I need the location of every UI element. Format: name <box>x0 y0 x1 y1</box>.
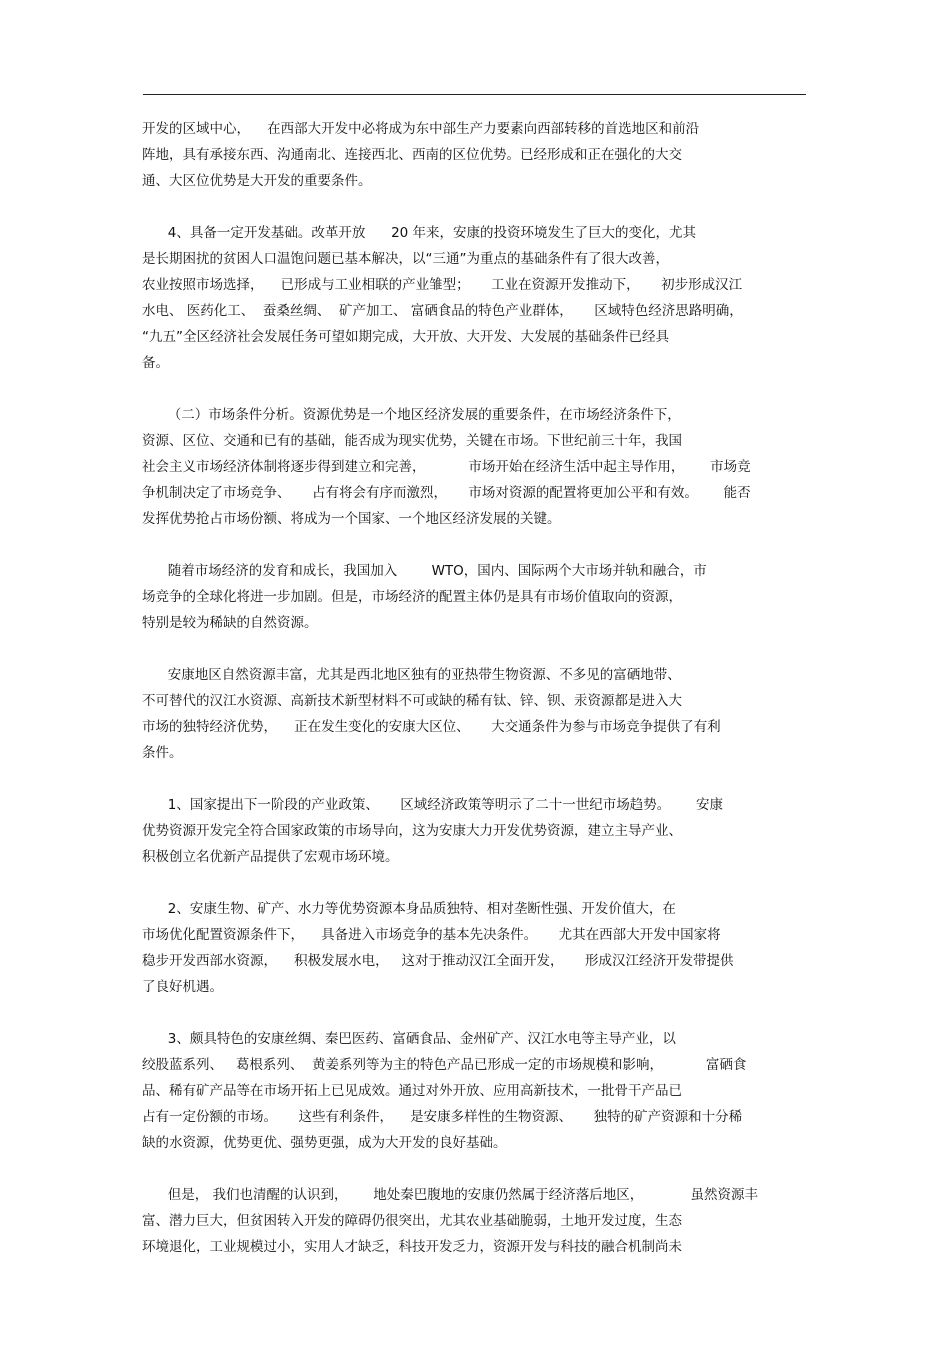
text-line: 1、国家提出下一阶段的产业政策、 区域经济政策等明示了二十一世纪市场趋势。 安康 <box>142 797 724 813</box>
text-line: 市场优化配置资源条件下， 具备进入市场竞争的基本先决条件。 尤其在西部大开发中国家将 <box>142 927 721 943</box>
text-line: 通、大区位优势是大开发的重要条件。 <box>142 173 372 189</box>
text-line: 富、潜力巨大，但贫困转入开发的障碍仍很突出，尤其农业基础脆弱，土地开发过度，生态 <box>142 1213 682 1229</box>
text-line: 安康地区自然资源丰富，尤其是西北地区独有的亚热带生物资源、不多见的富硒地带、 <box>142 667 681 683</box>
paragraph <box>142 402 812 532</box>
text-line: 场竞争的全球化将进一步加剧。但是，市场经济的配置主体仍是具有市场价值取向的资源， <box>142 589 682 605</box>
text-line: 了良好机遇。 <box>142 979 223 995</box>
text-line: 随着市场经济的发育和成长，我国加入 WTO，国内、国际两个大市场并轨和融合，市 <box>142 563 707 579</box>
paragraph <box>142 792 812 870</box>
text-line: 备。 <box>142 355 169 371</box>
text-line: 品、稀有矿产品等在市场开拓上已见成效。通过对外开放、应用高新技术，一批骨干产品已 <box>142 1083 682 1099</box>
text-line: 条件。 <box>142 745 183 761</box>
text-line: 积极创立名优新产品提供了宏观市场环境。 <box>142 849 399 865</box>
text-line: 稳步开发西部水资源， 积极发展水电， 这对于推动汉江全面开发， 形成汉江经济开发带提供 <box>142 953 734 969</box>
text-line: 不可替代的汉江水资源、高新技术新型材料不可或缺的稀有钛、锌、钡、汞资源都是进入大 <box>142 693 682 709</box>
text-line: 资源、区位、交通和已有的基础，能否成为现实优势，关键在市场。下世纪前三十年，我国 <box>142 433 682 449</box>
header-rule <box>143 94 806 95</box>
paragraph <box>142 1182 812 1260</box>
paragraph <box>142 558 812 636</box>
text-line: 但是， 我们也清醒的认识到， 地处秦巴腹地的安康仍然属于经济落后地区， 虽然资源丰 <box>142 1187 758 1203</box>
text-line: 3、颇具特色的安康丝绸、秦巴医药、富硒食品、金州矿产、汉江水电等主导产业，以 <box>142 1031 676 1047</box>
text-line: 市场的独特经济优势， 正在发生变化的安康大区位、 大交通条件为参与市场竞争提供了有利 <box>142 719 721 735</box>
text-line: 2、安康生物、矿产、水力等优势资源本身品质独特、相对垄断性强、开发价值大，在 <box>142 901 676 917</box>
text-line: 优势资源开发完全符合国家政策的市场导向，这为安康大力开发优势资源，建立主导产业、 <box>142 823 682 839</box>
text-line: “九五”全区经济社会发展任务可望如期完成，大开放、大开发、大发展的基础条件已经具 <box>142 329 669 345</box>
text-line: 特别是较为稀缺的自然资源。 <box>142 615 318 631</box>
text-line: 水电、 医药化工、 蚕桑丝绸、 矿产加工、 富硒食品的特色产业群体， 区域特色经济思路明确， <box>142 303 743 319</box>
text-line: 阵地，具有承接东西、沟通南北、连接西北、西南的区位优势。已经形成和正在强化的大交 <box>142 147 682 163</box>
paragraph <box>142 116 812 194</box>
text-line: 是长期困扰的贫困人口温饱问题已基本解决，以“三通”为重点的基础条件有了很大改善， <box>142 251 669 267</box>
paragraph <box>142 896 812 1000</box>
text-line: 环境退化，工业规模过小，实用人才缺乏，科技开发乏力，资源开发与科技的融合机制尚未 <box>142 1239 682 1255</box>
text-line: 占有一定份额的市场。 这些有利条件， 是安康多样性的生物资源、 独特的矿产资源和十分稀 <box>142 1109 743 1125</box>
text-line: 农业按照市场选择， 已形成与工业相联的产业雏型； 工业在资源开发推动下， 初步形成汉江 <box>142 277 743 293</box>
text-line: 争机制决定了市场竞争、 占有将会有序而激烈， 市场对资源的配置将更加公平和有效。 能否 <box>142 485 751 501</box>
text-line: 缺的水资源，优势更优、强势更强，成为大开发的良好基础。 <box>142 1135 507 1151</box>
text-line: 社会主义市场经济体制将逐步得到建立和完善， 市场开始在经济生活中起主导作用， 市场竞 <box>142 459 751 475</box>
text-line: 发挥优势抢占市场份额、将成为一个国家、一个地区经济发展的关键。 <box>142 511 561 527</box>
paragraph <box>142 662 812 766</box>
document-body <box>142 116 812 1286</box>
text-line: 绞股蓝系列、 葛根系列、 黄姜系列等为主的特色产品已形成一定的市场规模和影响， 富硒食 <box>142 1057 747 1073</box>
paragraph <box>142 220 812 376</box>
text-line: 4、具备一定开发基础。改革开放 20 年来，安康的投资环境发生了巨大的变化，尤其 <box>142 225 697 241</box>
text-line: （二）市场条件分析。资源优势是一个地区经济发展的重要条件，在市场经济条件下， <box>142 407 681 423</box>
paragraph <box>142 1026 812 1156</box>
text-line: 开发的区域中心， 在西部大开发中必将成为东中部生产力要素向西部转移的首选地区和前沿 <box>142 121 700 137</box>
